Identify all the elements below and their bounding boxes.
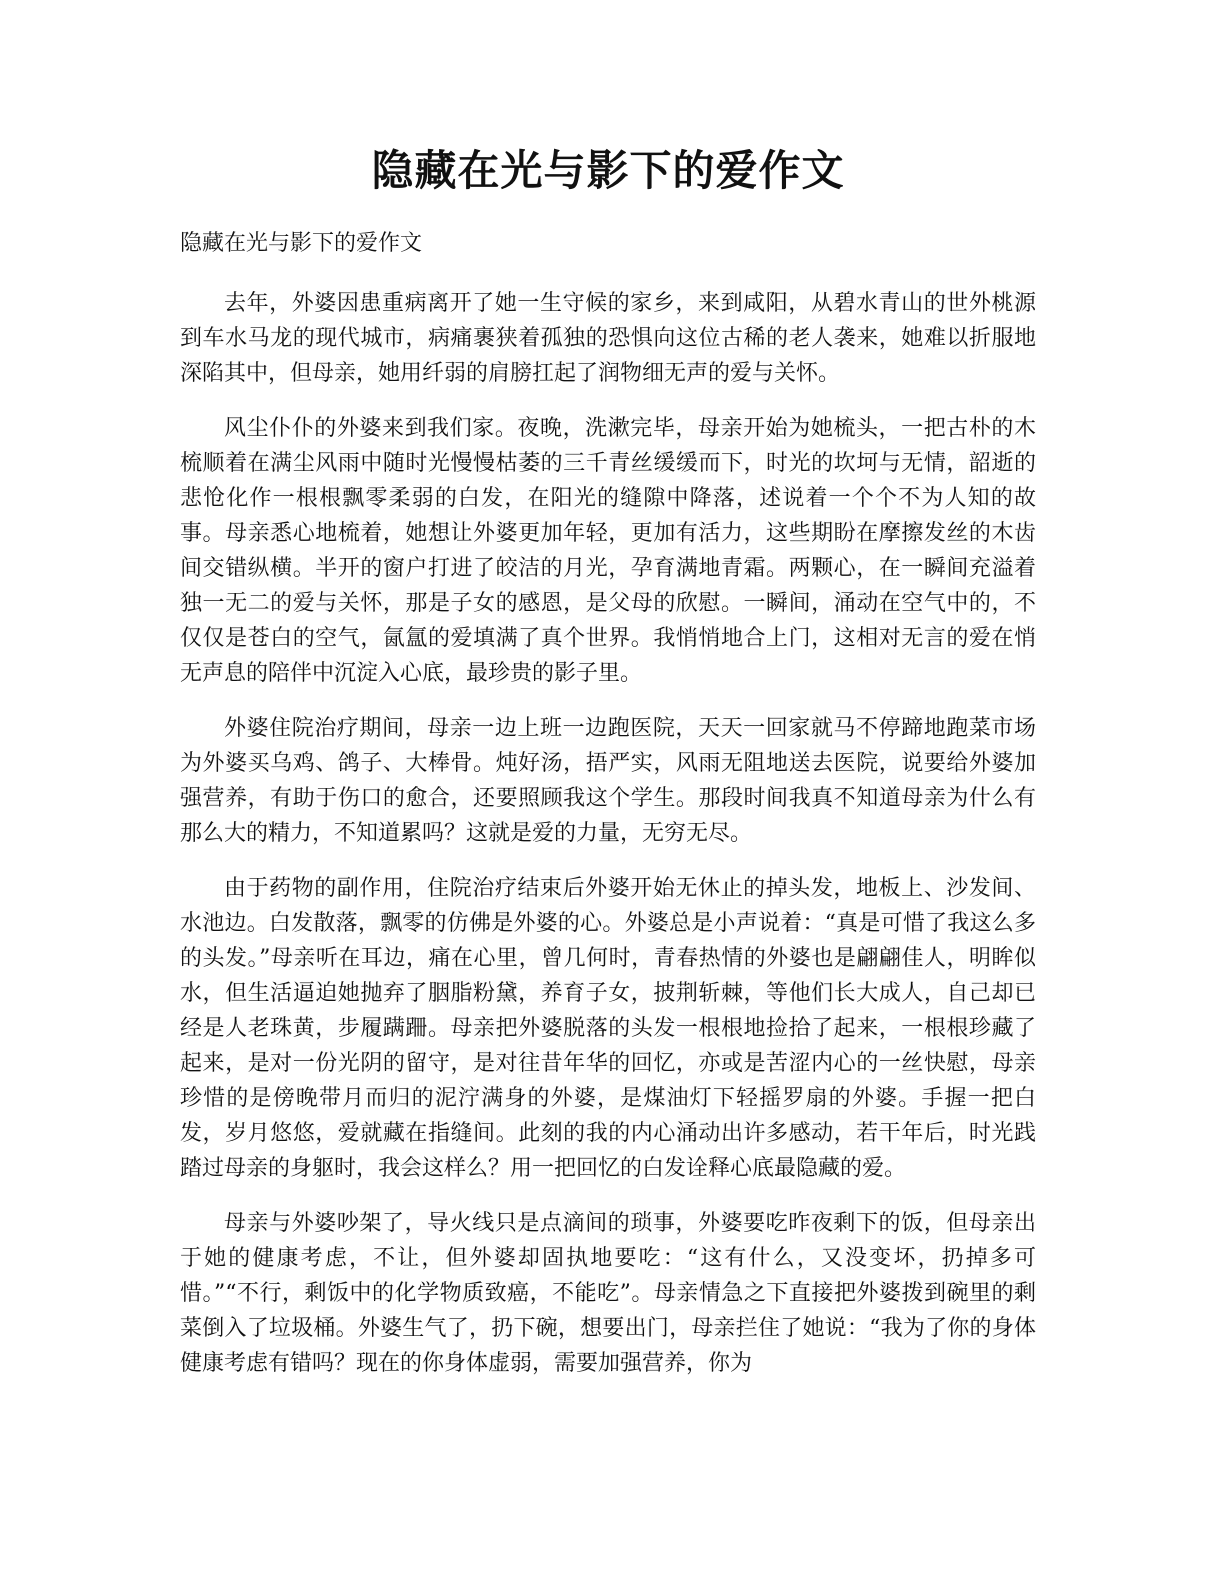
paragraph: 由于药物的副作用，住院治疗结束后外婆开始无休止的掉头发，地板上、沙发间、水池边。白发散落，飘零的仿佛是外婆的心。外婆总是小声说着：“真是可惜了我这么多的头发。”母亲听在耳边，痛在心里，曾几何时，青春热情的外婆也是翩翩佳人，明眸似水，但生活逼迫她抛弃了胭脂粉黛，养育子女，披荆斩棘，等他们长大成人，自己却已经是人老珠黄，步履蹒跚。母亲把外婆脱落的头发一根根地捡拾了起来，一根根珍藏了起来，是对一份光阴的留守，是对往昔年华的回忆，亦或是苦涩内心的一丝快慰，母亲珍惜的是傍晚带月而归的泥泞满身的外婆，是煤油灯下轻摇罗扇的外婆。手握一把白发，岁月悠悠，爱就藏在指缝间。此刻的我的内心涌动出许多感动，若干年后，时光践踏过母亲的身躯时，我会这样么？用一把回忆的白发诠释心底最隐藏的爱。 [180, 876, 1036, 1181]
paragraph: 风尘仆仆的外婆来到我们家。夜晚，洗漱完毕，母亲开始为她梳头，一把古朴的木梳顺着在满尘风雨中随时光慢慢枯萎的三千青丝缓缓而下，时光的坎坷与无情，韶逝的悲怆化作一根根飘零柔弱的白发，在阳光的缝隙中降落，述说着一个个不为人知的故事。母亲悉心地梳着，她想让外婆更加年轻，更加有活力，这些期盼在摩擦发丝的木齿间交错纵横。半开的窗户打进了皎洁的月光，孕育满地青霜。两颗心，在一瞬间充溢着独一无二的爱与关怀，那是子女的感恩，是父母的欣慰。一瞬间，涌动在空气中的，不仅仅是苍白的空气，氤氲的爱填满了真个世界。我悄悄地合上门，这相对无言的爱在悄无声息的陪伴中沉淀入心底，最珍贵的影子里。 [180, 416, 1036, 686]
paragraph: 外婆住院治疗期间，母亲一边上班一边跑医院，天天一回家就马不停蹄地跑菜市场为外婆买乌鸡、鸽子、大棒骨。炖好汤，捂严实，风雨无阻地送去医院，说要给外婆加强营养，有助于伤口的愈合，还要照顾我这个学生。那段时间我真不知道母亲为什么有那么大的精力，不知道累吗？这就是爱的力量，无穷无尽。 [180, 716, 1036, 846]
document-title: 隐藏在光与影下的爱作文 [371, 146, 845, 195]
document-page [180, 138, 1036, 1401]
paragraph: 去年，外婆因患重病离开了她一生守候的家乡，来到咸阳，从碧水青山的世外桃源到车水马龙的现代城市，病痛裹狭着孤独的恐惧向这位古稀的老人袭来，她难以折服地深陷其中，但母亲，她用纤弱的肩膀扛起了润物细无声的爱与关怀。 [180, 291, 1036, 386]
document-subtitle: 隐藏在光与影下的爱作文 [180, 231, 423, 256]
paragraph: 母亲与外婆吵架了，导火线只是点滴间的琐事，外婆要吃昨夜剩下的饭，但母亲出于她的健康考虑，不让，但外婆却固执地要吃：“这有什么，又没变坏，扔掉多可惜。”“不行，剩饭中的化学物质致癌，不能吃”。母亲情急之下直接把外婆拨到碗里的剩菜倒入了垃圾桶。外婆生气了，扔下碗，想要出门，母亲拦住了她说：“我为了你的身体健康考虑有错吗？现在的你身体虚弱，需要加强营养，你为 [180, 1211, 1036, 1376]
